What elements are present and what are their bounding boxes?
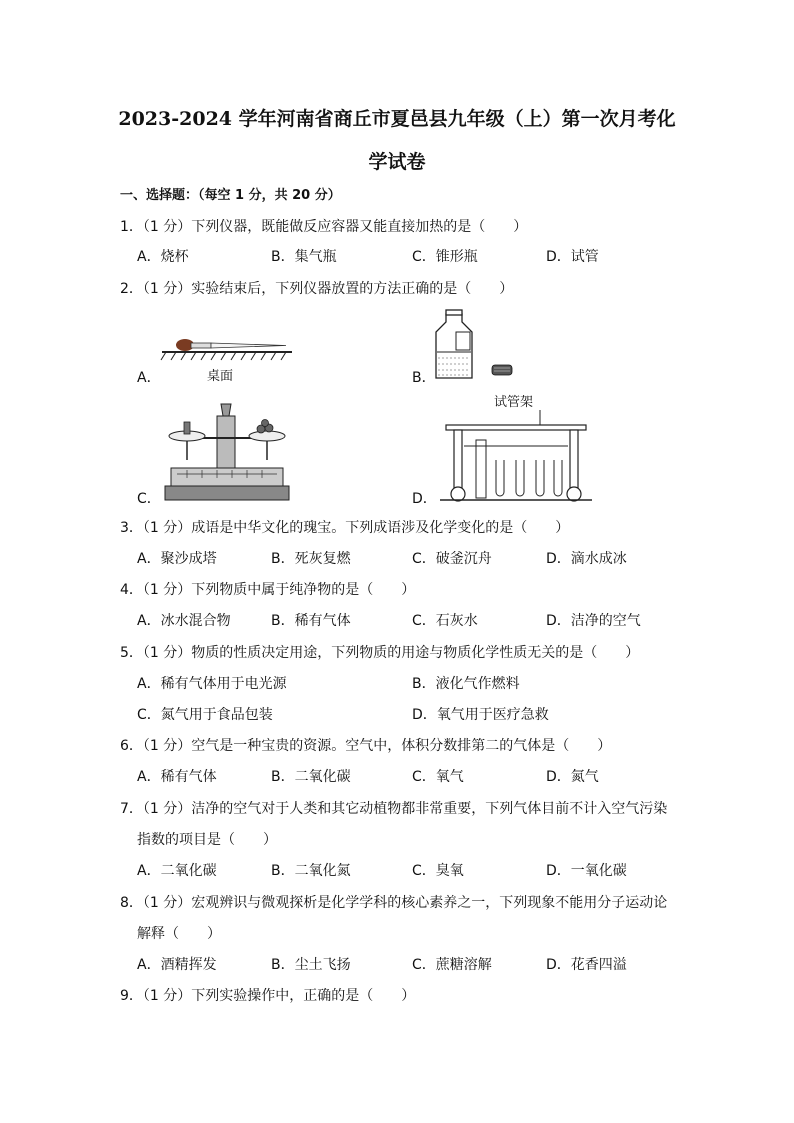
bottle-stopper — [492, 365, 512, 375]
test-tube-rack-figure — [436, 410, 596, 506]
question-5-stem: 5．（1 分）物质的性质决定用途，下列物质的用途与物质化学性质无关的是（ ） — [120, 645, 640, 661]
reagent-bottle-figure — [432, 308, 522, 383]
question-8-option-a: A．酒精挥发 — [137, 957, 217, 973]
question-3-stem: 3．（1 分）成语是中华文化的瑰宝。下列成语涉及化学变化的是（ ） — [120, 520, 570, 536]
question-7-option-b: B．二氧化氮 — [271, 863, 351, 879]
question-2-option-a: A． — [137, 370, 161, 386]
question-8-option-c: C．蔗糖溶解 — [412, 957, 492, 973]
question-4-option-a: A．冰水混合物 — [137, 613, 231, 629]
question-1-option-d: D．试管 — [546, 249, 599, 265]
question-7-stem-line1: 7．（1 分）洁净的空气对于人类和其它动植物都非常重要，下列气体目前不计入空气污染 — [120, 801, 668, 817]
question-1-stem: 1．（1 分）下列仪器，既能做反应容器又能直接加热的是（ ） — [120, 219, 528, 235]
table-label: 桌面 — [207, 369, 234, 384]
section-heading: 一、选择题：（每空 1 分，共 20 分） — [120, 188, 341, 203]
question-6-option-d: D．氮气 — [546, 769, 599, 785]
question-6-option-a: A．稀有气体 — [137, 769, 217, 785]
question-1-option-b: B．集气瓶 — [271, 249, 337, 265]
question-5-option-c: C．氮气用于食品包装 — [137, 707, 273, 723]
question-3-option-d: D．滴水成冰 — [546, 551, 627, 567]
table-surface — [161, 352, 292, 360]
dropper-on-table-figure — [160, 330, 295, 365]
exam-title-line1: 2023-2024 学年河南省商丘市夏邑县九年级（上）第一次月考化 — [118, 108, 676, 130]
question-6-option-b: B．二氧化碳 — [271, 769, 351, 785]
question-2-stem: 2．（1 分）实验结束后，下列仪器放置的方法正确的是（ ） — [120, 281, 514, 297]
question-4-option-b: B．稀有气体 — [271, 613, 351, 629]
question-8-option-b: B．尘土飞扬 — [271, 957, 351, 973]
test-tube-rack-label: 试管架 — [494, 395, 534, 410]
question-6-stem: 6．（1 分）空气是一种宝贵的资源。空气中，体积分数排第二的气体是（ ） — [120, 738, 612, 754]
question-8-option-d: D．花香四溢 — [546, 957, 627, 973]
question-5-option-a: A．稀有气体用于电光源 — [137, 676, 287, 692]
question-5-option-d: D．氧气用于医疗急救 — [412, 707, 549, 723]
question-6-option-c: C．氧气 — [412, 769, 464, 785]
question-3-option-b: B．死灰复燃 — [271, 551, 351, 567]
question-7-option-c: C．臭氧 — [412, 863, 464, 879]
question-1-option-c: C．锥形瓶 — [412, 249, 478, 265]
dropper — [176, 339, 286, 351]
question-9-stem: 9．（1 分）下列实验操作中，正确的是（ ） — [120, 988, 416, 1004]
question-3-option-c: C．破釜沉舟 — [412, 551, 492, 567]
question-4-option-d: D．洁净的空气 — [546, 613, 641, 629]
question-1-option-a: A．烧杯 — [137, 249, 189, 265]
reagent-bottle — [436, 310, 472, 378]
balance-scale — [165, 404, 289, 500]
question-4-option-c: C．石灰水 — [412, 613, 478, 629]
question-8-stem-line2: 解释（ ） — [137, 926, 221, 942]
question-3-option-a: A．聚沙成塔 — [137, 551, 217, 567]
question-7-option-a: A．二氧化碳 — [137, 863, 217, 879]
exam-title-line2: 学试卷 — [368, 151, 426, 173]
test-tube-rack — [440, 410, 592, 501]
question-5-option-b: B．液化气作燃料 — [412, 676, 520, 692]
question-2-option-c: C． — [137, 491, 161, 507]
balance-scale-figure — [157, 398, 297, 506]
question-7-stem-line2: 指数的项目是（ ） — [137, 832, 277, 848]
question-2-option-d: D． — [412, 491, 437, 507]
question-8-stem-line1: 8．（1 分）宏观辨识与微观探析是化学学科的核心素养之一，下列现象不能用分子运动论 — [120, 895, 668, 911]
question-7-option-d: D．一氧化碳 — [546, 863, 627, 879]
question-2-option-b: B． — [412, 370, 436, 386]
question-4-stem: 4．（1 分）下列物质中属于纯净物的是（ ） — [120, 582, 416, 598]
